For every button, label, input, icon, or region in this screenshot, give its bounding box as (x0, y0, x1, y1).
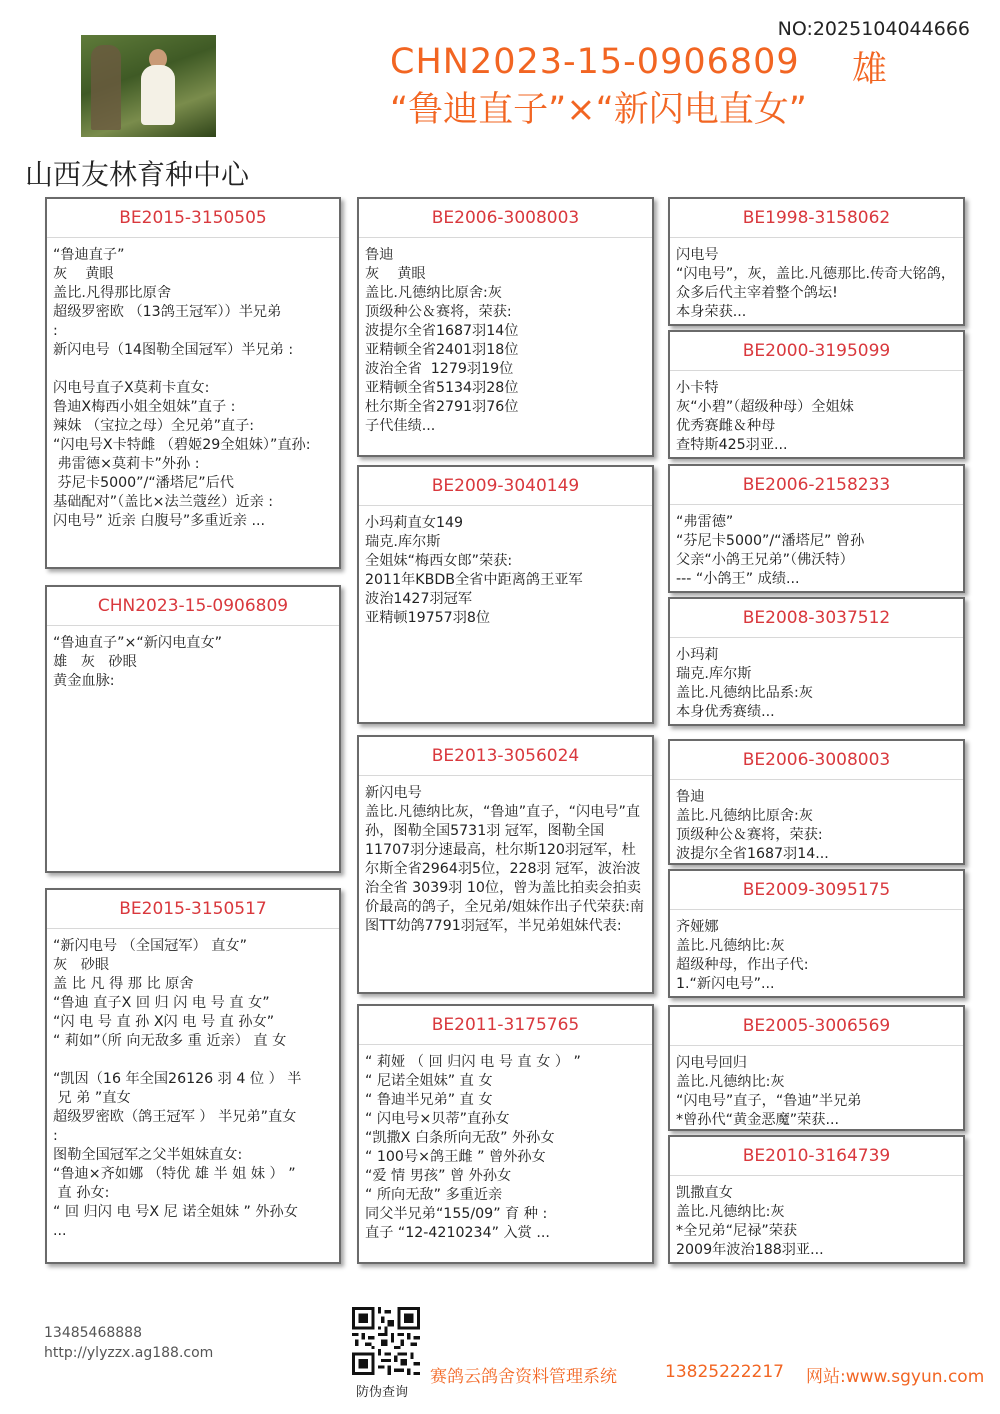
ssd-card (668, 330, 965, 459)
sds-details: “弗雷德” “芬尼卡5000”/“潘塔尼” 曾孙 父亲“小鸽王兄弟”（佛沃特） --- “小鸽王” 成绩... (676, 514, 865, 587)
contact-url[interactable]: http://ylyzzx.ag188.com (44, 1345, 214, 1361)
dds-card (668, 1005, 965, 1131)
dam-dam-ring: BE2011-3175765 (359, 1006, 652, 1045)
dam-dam-card (357, 1004, 654, 1264)
breeder-photo (81, 35, 216, 137)
ssd-ring: BE2000-3195099 (670, 332, 963, 371)
sire-sire-ring: BE2006-3008003 (359, 199, 652, 238)
dam-sire-card (357, 735, 654, 994)
qr-code-icon[interactable] (352, 1307, 420, 1375)
dds-ring: BE2005-3006569 (670, 1007, 963, 1046)
sire-details: “鲁迪直子” 灰 黄眼 盖比.凡得那比原舍 超级罗密欧 （13鸽王冠军））半兄弟 : 新闪电号（14图勒全国冠军）半兄弟 : 闪电号直子X莫莉卡直女: 鲁迪X梅西小姐全姐妹”直子 : 辣妹 （宝拉之母）全兄弟”直子: “闪电号X卡特雌 （碧姬29全姐妹）”直孙: 弗雷德×莫莉卡”外孙 : 芬尼卡5000”/“潘塔尼”后代 基础配对”（盖比×法兰蔻丝）近亲 : 闪电号” 近亲 白腹号”多重近亲 ... (53, 247, 311, 529)
main-ring-number: CHN2023-15-0906809 (390, 42, 800, 82)
dsd-card (668, 869, 965, 998)
sire-card (45, 197, 341, 569)
dss-details: 鲁迪 盖比.凡德纳比原舍:灰 顶级种公＆赛将，荣获: 波提尔全省1687羽14... (676, 789, 829, 862)
sire-dam-card (357, 465, 654, 724)
subject-card (45, 585, 341, 873)
sire-dam-details: 小玛莉直女149 瑞克.库尔斯 全姐妹“梅西女郎”荣获: 2011年KBDB全省中距离鸽王亚军 波治1427羽冠军 亚精顿19757羽8位 (365, 515, 583, 626)
main-sex: 雄 (852, 50, 888, 90)
qr-label: 防伪查询 (356, 1385, 409, 1400)
dam-sire-details: 新闪电号 盖比.凡德纳比灰，“鲁迪”直子，“闪电号”直孙，图勒全国5731羽 冠军，图勒全国 11707羽分速最高，杜尔斯120羽冠军，杜尔斯全省2964羽5位，228羽 冠军，波治波治全省 3039羽 10位，曾为盖比拍卖会拍卖价最高的鸽子，全兄弟/姐妹作出子代荣获:南图TT幼鸽7791羽冠军，半兄弟姐妹代表: (365, 785, 645, 934)
sdd-details: 小玛莉 瑞克.库尔斯 盖比.凡德纳比品系:灰 本身优秀赛绩... (676, 647, 813, 720)
dsd-details: 齐娅娜 盖比.凡德纳比:灰 超级种母，作出子代: 1.“新闪电号”... (676, 919, 809, 992)
sdd-card (668, 597, 965, 726)
sds-ring: BE2006-2158233 (670, 466, 963, 505)
ddd-ring: BE2010-3164739 (670, 1137, 963, 1176)
sss-card (668, 197, 965, 326)
sire-dam-ring: BE2009-3040149 (359, 467, 652, 506)
sire-sire-details: 鲁迪 灰 黄眼 盖比.凡德纳比原舍:灰 顶级种公＆赛将，荣获: 波提尔全省1687羽14位 亚精顿全省2401羽18位 波治全省 1279羽19位 亚精顿全省5134羽28位 杜尔斯全省2791羽76位 子代佳绩... (365, 247, 519, 434)
system-name: 赛鸽云鸽舍资料管理系统 (430, 1367, 617, 1387)
sss-ring: BE1998-3158062 (670, 199, 963, 238)
loft-name: 山西友林育种中心 (25, 158, 250, 191)
sds-card (668, 464, 965, 593)
subject-details: “鲁迪直子”×“新闪电直女” 雄 灰 砂眼 黄金血脉: (53, 635, 222, 689)
ssd-details: 小卡特 灰“小碧”（超级种母）全姐妹 优秀赛雌＆种母 查特斯425羽亚... (676, 380, 854, 453)
dss-ring: BE2006-3008003 (670, 741, 963, 780)
document-number: NO:2025104044666 (777, 18, 970, 40)
dam-ring: BE2015-3150517 (47, 890, 339, 929)
dam-details: “新闪电号 （全国冠军） 直女” 灰 砂眼 盖 比 凡 得 那 比 原舍 “鲁迪 直子X 回 归 闪 电 号 直 女” “闪 电 号 直 孙 X闪 电 号 直 孙女” “ 莉如”（所 向无敌多 重 近亲） 直 女 “凯因（16 年全国26126 羽 4 位 ） 半 兄 弟 ”直女 超级罗密欧（鸽王冠军 ） 半兄弟”直女 : 图勒全国冠军之父半姐妹直女: “鲁迪×齐如娜 （特优 雄 半 姐 妹 ） ” 直 孙女: “ 回 归闪 电 号X 尼 诺全姐妹 ” 外孙女 ... (53, 938, 302, 1239)
ddd-card (668, 1135, 965, 1264)
sdd-ring: BE2008-3037512 (670, 599, 963, 638)
dds-details: 闪电号回归 盖比.凡德纳比:灰 “闪电号”直子，“鲁迪”半兄弟 *曾孙代“黄金恶魔”荣获... (676, 1055, 862, 1128)
system-website[interactable]: 网站:www.sgyun.com (806, 1367, 985, 1387)
system-phone: 13825222217 (665, 1362, 784, 1382)
contact-phone: 13485468888 (44, 1325, 142, 1341)
main-pigeon-name: “鲁迪直子”×“新闪电直女” (390, 90, 807, 130)
subject-ring: CHN2023-15-0906809 (47, 587, 339, 626)
dam-sire-ring: BE2013-3056024 (359, 737, 652, 776)
ddd-details: 凯撒直女 盖比.凡德纳比:灰 *全兄弟“尼禄”荣获 2009年波治188羽亚... (676, 1185, 824, 1258)
dam-card (45, 888, 341, 1264)
sss-details: 闪电号 “闪电号”，灰，盖比.凡德那比.传奇大铭鸽，众多后代主宰着整个鸽坛! 本身荣获... (676, 247, 956, 320)
dsd-ring: BE2009-3095175 (670, 871, 963, 910)
sire-ring: BE2015-3150505 (47, 199, 339, 238)
dss-card (668, 739, 965, 865)
dam-dam-details: “ 莉娅 （ 回 归闪 电 号 直 女 ） ” “ 尼诺全姐妹” 直 女 “ 鲁迪半兄弟” 直 女 “ 闪电号×贝蒂”直孙女 “凯撒X 白条所向无敌” 外孙女 “ 100号×鸽王雌 ” 曾外孙女 “爱 情 男孩” 曾 外孙女 “ 所向无敌” 多重近亲 同父半兄弟“155/09” 育 种 : 直子 “12-4210234” 入赏 ... (365, 1054, 581, 1241)
sire-sire-card (357, 197, 654, 457)
